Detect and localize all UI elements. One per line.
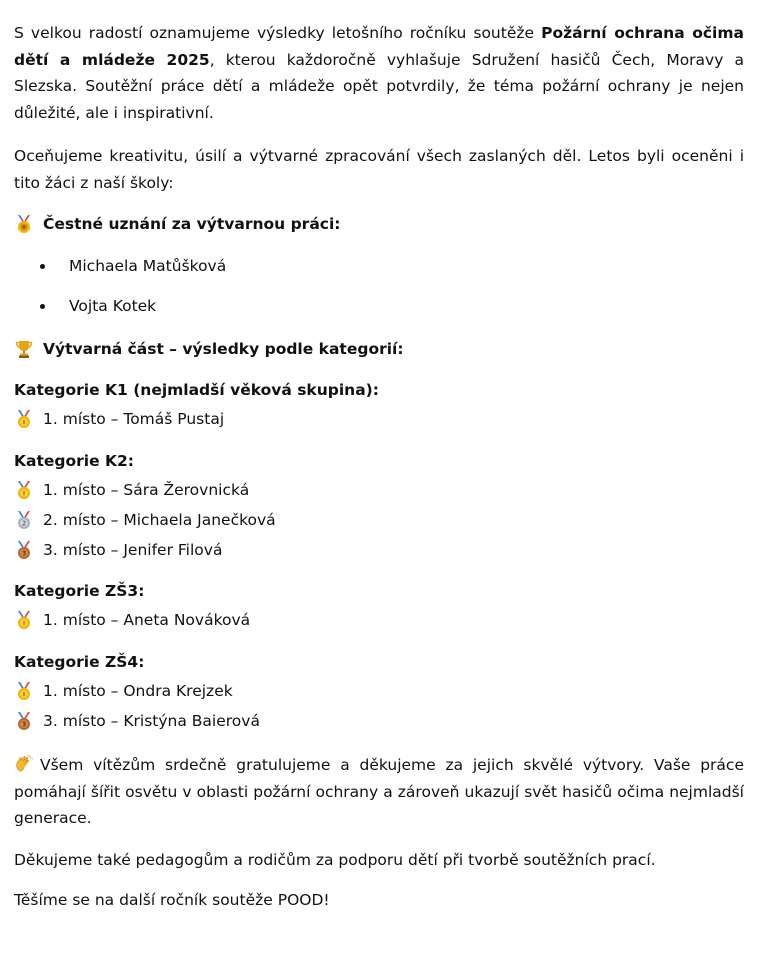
trophy-icon	[14, 339, 34, 359]
art-section-heading	[14, 336, 404, 362]
closing-paragraph: Těšíme se na další ročník soutěže POOD!	[14, 891, 330, 909]
intro-text-1: S velkou radostí oznamujeme výsledky letošního ročníku soutěže	[14, 24, 542, 42]
result-text: 1. místo – Ondra Krejzek	[43, 682, 233, 700]
result-line	[14, 537, 222, 563]
result-text: 3. místo – Jenifer Filová	[43, 541, 223, 559]
result-text: 3. místo – Kristýna Baierová	[43, 712, 260, 730]
medal-icon	[14, 214, 34, 234]
category-title: Kategorie K2:	[14, 452, 134, 470]
intro2-paragraph: Oceňujeme kreativitu, úsilí a výtvarné zpracování všech zaslaných děl. Letos byli oceněni i tito žáci z naší školy:	[14, 147, 744, 192]
result-line	[14, 406, 224, 432]
thanks-paragraph: Děkujeme také pedagogům a rodičům za podporu dětí při tvorbě soutěžních prací.	[14, 851, 656, 869]
gold-medal-icon	[14, 480, 34, 500]
honorable-title: Čestné uznání za výtvarnou práci:	[43, 215, 341, 233]
result-text: 2. místo – Michaela Janečková	[43, 511, 276, 529]
result-line	[14, 477, 249, 503]
result-text: 1. místo – Sára Žerovnická	[43, 481, 250, 499]
congrats-text: Všem vítězům srdečně gratulujeme a děkujeme za jejich skvělé výtvory. Vaše práce pomáhají šířit osvětu v oblasti požární ochrany a zároveň ukazují svět hasičů očima nejmladší generace.	[14, 756, 744, 827]
result-text: 1. místo – Tomáš Pustaj	[43, 410, 225, 428]
list-item	[40, 253, 226, 279]
result-text: 1. místo – Aneta Nováková	[43, 611, 251, 629]
category-title: Kategorie ZŠ3:	[14, 582, 145, 600]
honorable-name: Michaela Matůšková	[69, 257, 227, 275]
bullet-dot	[40, 304, 45, 309]
result-line	[14, 607, 250, 633]
honorable-heading	[14, 211, 340, 237]
gold-medal-icon	[14, 409, 34, 429]
art-section-title: Výtvarná část – výsledky podle kategorií:	[43, 340, 404, 358]
silver-medal-icon	[14, 510, 34, 530]
result-line	[14, 507, 276, 533]
result-line	[14, 708, 260, 734]
list-item	[40, 293, 156, 319]
bronze-medal-icon	[14, 540, 34, 560]
result-line	[14, 678, 233, 704]
clapping-hands-icon	[14, 754, 34, 774]
category-title: Kategorie K1 (nejmladší věková skupina):	[14, 381, 379, 399]
bullet-dot	[40, 264, 45, 269]
gold-medal-icon	[14, 681, 34, 701]
congrats-paragraph	[14, 752, 744, 832]
intro-text-2: , kterou každoročně vyhlašuje Sdružení hasičů Čech, Moravy a Slezska. Soutěžní práce dětí a mládeže opět potvrdily, že téma požární ochrany je nejen důležité, ale i inspirativní.	[14, 50, 744, 122]
bronze-medal-icon	[14, 711, 34, 731]
competition-name: Požární ochrana očima dětí a mládeže 2025	[14, 24, 744, 69]
category-title: Kategorie ZŠ4:	[14, 653, 145, 671]
honorable-name: Vojta Kotek	[69, 297, 157, 315]
intro-paragraph	[14, 20, 744, 126]
gold-medal-icon	[14, 610, 34, 630]
